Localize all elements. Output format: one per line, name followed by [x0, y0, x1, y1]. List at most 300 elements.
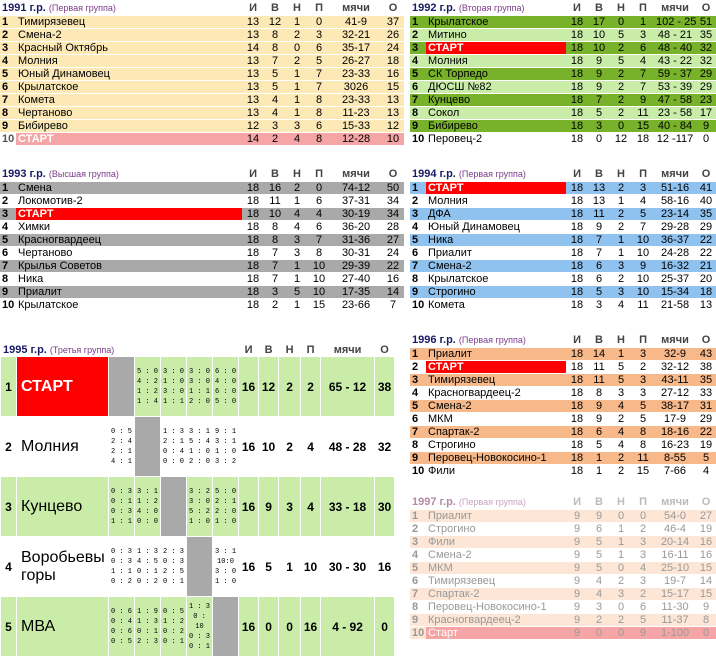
- position-cell: 10: [412, 464, 425, 477]
- games-played: 16: [239, 537, 259, 597]
- stat-cell: 29: [696, 67, 716, 80]
- team-name: Смена-2: [426, 399, 566, 412]
- year-label: 1993 г.р.: [2, 168, 46, 181]
- stat-cell: 5: [588, 106, 610, 119]
- column-header: мячи: [654, 334, 696, 347]
- column-header: П: [632, 168, 654, 181]
- stat-cell: 1-100: [654, 626, 696, 639]
- stat-cell: 8: [632, 438, 654, 451]
- result-cell: [109, 597, 135, 657]
- stat-cell: 2: [632, 587, 654, 600]
- year-title: [410, 2, 566, 15]
- team-name: Фили: [426, 464, 566, 477]
- stat-cell: 34: [382, 194, 404, 207]
- stat-cell: 5: [610, 28, 632, 41]
- position-cell: 3: [410, 41, 426, 54]
- position-cell: 9: [0, 285, 16, 298]
- stat-cell: 9: [566, 600, 588, 613]
- result-cell: [161, 357, 187, 417]
- position-cell: 8: [0, 272, 16, 285]
- stat-cell: 53 - 39: [654, 80, 696, 93]
- team-name: СТАРТ: [16, 207, 242, 220]
- result-cell: [161, 417, 187, 477]
- position-cell: 7: [410, 259, 426, 272]
- column-header: П: [308, 168, 330, 181]
- wins: 12: [259, 357, 279, 417]
- stat-cell: 6: [588, 272, 610, 285]
- position-cell: 8: [410, 600, 426, 613]
- year-label: 1991 г.р.: [2, 2, 46, 15]
- team-name: Бибирево: [426, 119, 566, 132]
- stat-cell: 13: [382, 106, 404, 119]
- score: 5 : 0: [215, 397, 237, 406]
- position-cell: 5: [0, 67, 16, 80]
- score: 9 : 1: [215, 427, 237, 436]
- stat-cell: 4: [610, 438, 632, 451]
- table-1991: [0, 2, 404, 146]
- stat-cell: 8-55: [654, 451, 696, 464]
- stat-cell: 21-58: [654, 298, 696, 311]
- stat-cell: 1: [610, 347, 632, 360]
- stat-cell: 18: [566, 67, 588, 80]
- table-1992: [410, 2, 716, 146]
- stat-cell: 5: [588, 535, 610, 548]
- stat-cell: 30-19: [330, 207, 382, 220]
- position-cell: 10: [412, 626, 425, 639]
- team-name: Чертаново: [16, 106, 242, 119]
- stat-cell: 11: [588, 207, 610, 220]
- position-cell: 9: [410, 613, 426, 626]
- team-name: Крылатское: [16, 298, 242, 311]
- score: 1 : 1: [162, 397, 184, 406]
- stat-cell: 22: [696, 425, 716, 438]
- stat-cell: 9: [588, 54, 610, 67]
- team-name: Юный Динамовец: [426, 220, 566, 233]
- team-name: Спартак-2: [426, 587, 566, 600]
- stat-cell: 0: [308, 181, 330, 194]
- result-cell: [187, 417, 213, 477]
- score: 0 : 1: [110, 497, 132, 506]
- stat-cell: 2: [632, 360, 654, 373]
- stat-cell: 13: [242, 15, 264, 28]
- column-header: П: [632, 496, 654, 509]
- stat-cell: 16: [696, 535, 716, 548]
- year-title: [0, 168, 242, 181]
- stat-cell: 1: [610, 246, 632, 259]
- score: 1 : 2: [162, 617, 184, 626]
- stat-cell: 11: [632, 451, 654, 464]
- goals: 4 - 92: [321, 597, 375, 657]
- team-name: СТАРТ: [426, 360, 566, 373]
- stat-cell: 15: [632, 464, 654, 477]
- stat-cell: 3: [632, 28, 654, 41]
- result-cell: [109, 417, 135, 477]
- stat-cell: 18: [566, 386, 588, 399]
- stat-cell: 36-20: [330, 220, 382, 233]
- score: 2 : 4: [110, 437, 132, 446]
- group-label: (Первая группа): [458, 335, 526, 346]
- position-cell: 10: [2, 132, 15, 145]
- score: 1 : 3: [162, 427, 184, 436]
- stat-cell: 18: [566, 451, 588, 464]
- stat-cell: 7: [632, 220, 654, 233]
- stat-cell: 18: [566, 106, 588, 119]
- position-cell: 4: [0, 54, 16, 67]
- stat-cell: 7: [308, 233, 330, 246]
- team-name: Строгино: [426, 522, 566, 535]
- stat-cell: 6: [308, 119, 330, 132]
- column-header: И: [566, 334, 588, 347]
- stat-cell: 18: [566, 207, 588, 220]
- stat-cell: 9: [588, 509, 610, 522]
- stat-cell: 18: [566, 347, 588, 360]
- stat-cell: 18: [566, 298, 588, 311]
- stat-cell: 22: [382, 259, 404, 272]
- stat-cell: 2: [610, 80, 632, 93]
- team-name: Сокол: [426, 106, 566, 119]
- position-cell: 5: [1, 597, 17, 657]
- stat-cell: 5: [588, 438, 610, 451]
- stat-cell: 0: [632, 509, 654, 522]
- table-row: [410, 535, 716, 548]
- stat-cell: 4: [696, 464, 716, 477]
- score: 3 : 1: [188, 427, 210, 436]
- team-name: Комета: [16, 93, 242, 106]
- stat-cell: 48 - 40: [654, 41, 696, 54]
- team-name: Бибирево: [16, 119, 242, 132]
- team-name: Строгино: [426, 438, 566, 451]
- stat-cell: 22: [696, 233, 716, 246]
- team-name: Химки: [16, 220, 242, 233]
- stat-cell: 8: [264, 220, 286, 233]
- position-cell: 10: [412, 298, 425, 311]
- table-row: [0, 93, 404, 106]
- stat-cell: 59 - 37: [654, 67, 696, 80]
- result-cell: [109, 537, 135, 597]
- team-name: Чертаново: [16, 246, 242, 259]
- column-header: П: [632, 334, 654, 347]
- stat-cell: 25-37: [654, 272, 696, 285]
- stat-cell: 10: [308, 285, 330, 298]
- column-header: мячи: [330, 168, 382, 181]
- score: 0 : 10: [193, 612, 206, 631]
- table-1995: [0, 342, 395, 657]
- stat-cell: 33: [696, 386, 716, 399]
- column-header: В: [588, 168, 610, 181]
- table-row: [410, 285, 716, 298]
- stat-cell: 50: [382, 181, 404, 194]
- column-header: В: [264, 2, 286, 15]
- team-name: Перовец-Новокосино-1: [426, 451, 566, 464]
- position-cell: 10: [412, 132, 425, 145]
- stat-cell: 18: [566, 373, 588, 386]
- stat-cell: 9: [566, 535, 588, 548]
- stat-cell: 8: [264, 233, 286, 246]
- position-cell: 2: [0, 194, 16, 207]
- team-name: Спартак-2: [426, 425, 566, 438]
- table-row: [410, 613, 716, 626]
- score: 2 : 1: [215, 497, 237, 506]
- table-row: [0, 119, 404, 132]
- stat-cell: 18: [566, 233, 588, 246]
- stat-cell: 7: [308, 80, 330, 93]
- stat-cell: 2: [610, 207, 632, 220]
- stat-cell: 5: [632, 399, 654, 412]
- score: 3 : 1: [136, 487, 158, 496]
- column-header: Н: [610, 334, 632, 347]
- score: 0 : 1: [162, 577, 184, 586]
- stat-cell: 29-28: [654, 220, 696, 233]
- score: 1 : 9: [136, 607, 158, 616]
- score: 0 : 3: [188, 632, 210, 641]
- stat-cell: 15: [382, 80, 404, 93]
- position-cell: 7: [410, 93, 426, 106]
- score: 3 : 0: [188, 367, 210, 376]
- table-row: [0, 28, 404, 41]
- table-1997: [410, 496, 716, 640]
- stat-cell: 7: [588, 233, 610, 246]
- stat-cell: 17-35: [330, 285, 382, 298]
- draws: 0: [279, 597, 301, 657]
- stat-cell: 23-14: [654, 207, 696, 220]
- team-name: Ника: [426, 233, 566, 246]
- stat-cell: 12: [610, 132, 632, 145]
- table-row: [410, 399, 716, 412]
- points: 32: [375, 417, 395, 477]
- stat-cell: 5: [632, 207, 654, 220]
- column-header: Н: [610, 496, 632, 509]
- team-name: Митино: [426, 28, 566, 41]
- stat-cell: 6: [308, 41, 330, 54]
- stat-cell: 28: [382, 220, 404, 233]
- stat-cell: 23-66: [330, 298, 382, 311]
- result-cell: [161, 597, 187, 657]
- stat-cell: 13: [242, 67, 264, 80]
- stat-cell: 18: [566, 181, 588, 194]
- stat-cell: 18: [566, 438, 588, 451]
- column-header: В: [264, 168, 286, 181]
- stat-cell: 2: [632, 522, 654, 535]
- stat-cell: 13: [242, 106, 264, 119]
- stat-cell: 2: [610, 412, 632, 425]
- stat-cell: 18: [566, 360, 588, 373]
- stat-cell: 3: [610, 285, 632, 298]
- stat-cell: 9: [632, 626, 654, 639]
- stat-cell: 1: [610, 194, 632, 207]
- stat-cell: 25-10: [654, 561, 696, 574]
- stat-cell: 5: [610, 360, 632, 373]
- team-name: Приалит: [426, 509, 566, 522]
- stat-cell: 31-36: [330, 233, 382, 246]
- team-name: Приалит: [426, 347, 566, 360]
- stat-cell: 13: [696, 298, 716, 311]
- stat-cell: 2: [610, 451, 632, 464]
- stat-cell: 35: [696, 373, 716, 386]
- stat-cell: 2: [588, 613, 610, 626]
- position-cell: 7: [410, 425, 426, 438]
- stat-cell: 18: [242, 220, 264, 233]
- table-row: [0, 41, 404, 54]
- stat-cell: 18: [566, 28, 588, 41]
- stat-cell: 7: [588, 246, 610, 259]
- team-name: Смена: [16, 181, 242, 194]
- stat-cell: 3: [632, 181, 654, 194]
- column-header: Н: [286, 2, 308, 15]
- column-header: О: [696, 168, 716, 181]
- table-row: [410, 67, 716, 80]
- score: 10:0: [217, 557, 234, 566]
- table-row: [410, 246, 716, 259]
- column-header: О: [696, 334, 716, 347]
- stat-cell: 58-16: [654, 194, 696, 207]
- header-row: [410, 2, 716, 15]
- stat-cell: 9: [566, 509, 588, 522]
- table-row: [410, 54, 716, 67]
- stat-cell: 8: [588, 386, 610, 399]
- score: 5 : 0: [136, 367, 158, 376]
- result-cell: [135, 357, 161, 417]
- result-cell: [109, 477, 135, 537]
- draws: 2: [279, 417, 301, 477]
- score: 2 : 1: [162, 437, 184, 446]
- losses: 4: [301, 417, 321, 477]
- score: 1 : 1: [110, 517, 132, 526]
- stat-cell: 18-16: [654, 425, 696, 438]
- stat-cell: 12: [242, 119, 264, 132]
- team-name: Красногвардеец-2: [426, 386, 566, 399]
- stat-cell: 14: [382, 285, 404, 298]
- year-label: 1997 г.р.: [412, 496, 456, 509]
- position-cell: 8: [410, 106, 426, 119]
- stat-cell: 18: [242, 181, 264, 194]
- score: 0 : 1: [188, 642, 210, 651]
- stat-cell: 13: [588, 181, 610, 194]
- result-cell: [187, 357, 213, 417]
- table-row: [410, 561, 716, 574]
- score: 0 : 1: [162, 637, 184, 646]
- score: 1 : 4: [136, 397, 158, 406]
- team-name: СТАРТ: [426, 181, 566, 194]
- column-header: О: [382, 2, 404, 15]
- games-played: 16: [239, 597, 259, 657]
- wins: 0: [259, 597, 279, 657]
- stat-cell: 16: [382, 67, 404, 80]
- score: 1 : 3: [136, 617, 158, 626]
- stat-cell: 1: [588, 464, 610, 477]
- stat-cell: 29: [696, 220, 716, 233]
- stat-cell: 5: [286, 285, 308, 298]
- header-row: [0, 168, 404, 181]
- column-header: О: [375, 343, 395, 357]
- stat-cell: 9: [588, 220, 610, 233]
- team-name: ДЮСШ №82: [426, 80, 566, 93]
- stat-cell: 5: [264, 80, 286, 93]
- stat-cell: 18: [566, 272, 588, 285]
- table-row: [410, 600, 716, 613]
- column-header: мячи: [321, 343, 375, 357]
- team-name: Тимирязевец: [16, 15, 242, 28]
- year-label: 1994 г.р.: [412, 168, 456, 181]
- stat-cell: 18: [242, 233, 264, 246]
- stat-cell: 18: [566, 220, 588, 233]
- stat-cell: 18: [566, 132, 588, 145]
- draws: 1: [279, 537, 301, 597]
- stat-cell: 0: [610, 509, 632, 522]
- score: 1 : 0: [188, 517, 210, 526]
- stat-cell: 51-16: [654, 181, 696, 194]
- result-cell: [213, 417, 239, 477]
- stat-cell: 23-33: [330, 67, 382, 80]
- position-cell: 3: [410, 535, 426, 548]
- team-name: МВА: [17, 597, 109, 657]
- stat-cell: 1: [588, 451, 610, 464]
- stat-cell: 2: [610, 93, 632, 106]
- table-row: [410, 425, 716, 438]
- stat-cell: 3: [632, 386, 654, 399]
- stat-cell: 3: [632, 373, 654, 386]
- stat-cell: 32-9: [654, 347, 696, 360]
- stat-cell: 27-12: [654, 386, 696, 399]
- stat-cell: 5: [632, 412, 654, 425]
- table-row: [410, 28, 716, 41]
- points: 16: [375, 537, 395, 597]
- table-row: [1, 537, 395, 597]
- position-cell: 6: [410, 80, 426, 93]
- column-header: П: [308, 2, 330, 15]
- stat-cell: 2: [610, 106, 632, 119]
- stat-cell: 18: [632, 132, 654, 145]
- stat-cell: 17-9: [654, 412, 696, 425]
- stat-cell: 5: [264, 67, 286, 80]
- team-name: Крылатское: [426, 15, 566, 28]
- table-row: [0, 233, 404, 246]
- stat-cell: 1: [610, 233, 632, 246]
- stat-cell: 36-37: [654, 233, 696, 246]
- stat-cell: 8: [308, 246, 330, 259]
- stat-cell: 1: [286, 194, 308, 207]
- team-name: Фили: [426, 535, 566, 548]
- stat-cell: 13: [242, 28, 264, 41]
- stat-cell: 9: [566, 626, 588, 639]
- stat-cell: 18: [566, 41, 588, 54]
- stat-cell: 18: [566, 399, 588, 412]
- position-cell: 4: [410, 386, 426, 399]
- losses: 10: [301, 537, 321, 597]
- stat-cell: 9: [566, 574, 588, 587]
- score: 4 : 1: [110, 457, 132, 466]
- team-name: Комета: [426, 298, 566, 311]
- table-row: [410, 574, 716, 587]
- stat-cell: 18: [242, 298, 264, 311]
- stat-cell: 27: [382, 233, 404, 246]
- stat-cell: 18: [382, 54, 404, 67]
- score: 0 : 3: [162, 557, 184, 566]
- column-header: мячи: [654, 496, 696, 509]
- stat-cell: 11: [264, 194, 286, 207]
- position-cell: 1: [0, 15, 16, 28]
- stat-cell: 10: [308, 272, 330, 285]
- stat-cell: 15-33: [330, 119, 382, 132]
- goals: 48 - 28: [321, 417, 375, 477]
- stat-cell: 10: [632, 285, 654, 298]
- stat-cell: 11: [588, 360, 610, 373]
- stat-cell: 11-30: [654, 600, 696, 613]
- table-row: [410, 93, 716, 106]
- position-cell: 3: [410, 373, 426, 386]
- stat-cell: 5: [588, 285, 610, 298]
- score: 0 : 0: [162, 457, 184, 466]
- stat-cell: 5: [610, 54, 632, 67]
